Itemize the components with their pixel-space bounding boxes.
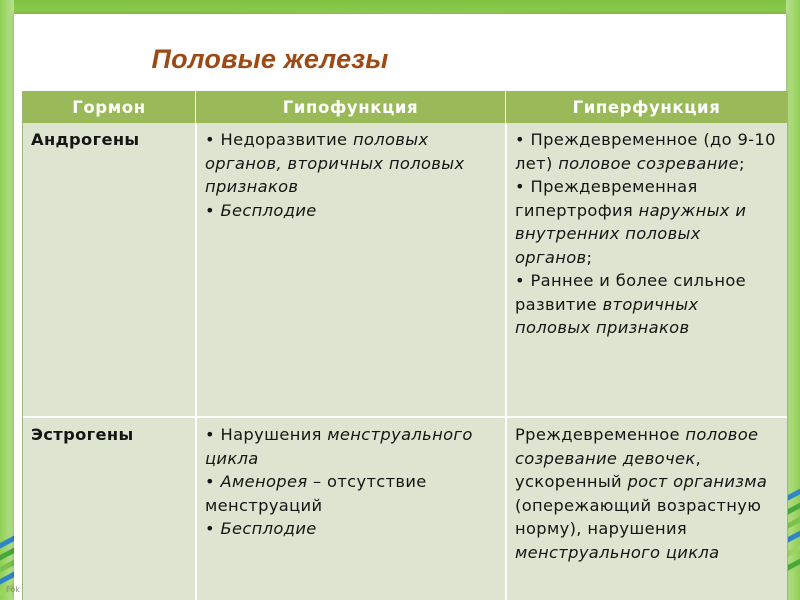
cell-hormone: Эстрогены: [31, 425, 134, 444]
text-run: (опережающий возрастную норму), нарушения: [515, 495, 762, 538]
bullet-mark: •: [205, 130, 215, 149]
slide-title: Половые железы: [151, 44, 389, 74]
cell-hypofunction: [195, 418, 505, 600]
italic-text: Бесплодие: [214, 200, 317, 220]
text-run: ;: [738, 153, 745, 173]
header-hormone: Гормон: [72, 97, 146, 117]
cell-paragraph: [205, 199, 497, 223]
footer-watermark: Fok: [6, 585, 20, 594]
cell-paragraph: [205, 470, 497, 517]
table-header-row: [23, 91, 787, 123]
italic-text: Бесплодие: [214, 519, 317, 538]
left-decorative-strip: [0, 0, 14, 600]
italic-text: менструального цикла: [515, 542, 720, 562]
table-row: [23, 123, 787, 418]
bullet-mark: •: [515, 130, 525, 149]
cell-paragraph: [205, 128, 497, 199]
italic-text: половое созревание девочек: [515, 425, 759, 468]
bullet-mark: •: [515, 271, 525, 290]
text-run: Преждевременная гипертрофия: [515, 177, 698, 220]
text-run: ;: [586, 247, 593, 267]
cell-paragraph: [515, 269, 779, 340]
bullet-mark: •: [205, 519, 215, 538]
header-hyperfunction: Гиперфункция: [505, 91, 787, 123]
text-run: Раннее и более сильное развитие: [515, 271, 747, 314]
bullet-mark: •: [205, 472, 215, 491]
text-run: Нарушения: [214, 425, 328, 444]
italic-text: рост организма: [627, 472, 768, 491]
italic-text: половое созревание: [558, 153, 739, 173]
cell-paragraph: [205, 423, 497, 470]
italic-text: Аменорея: [214, 472, 308, 491]
cell-paragraph: [205, 517, 497, 541]
bullet-mark: •: [205, 200, 215, 220]
cell-paragraph: [515, 423, 779, 564]
cell-hyperfunction: [505, 123, 787, 416]
cell-hyperfunction: [505, 418, 787, 600]
text-run: – отсутствие менструаций: [205, 472, 427, 515]
cell-paragraph: [515, 128, 779, 175]
bullet-mark: •: [515, 177, 525, 196]
text-run: Преждевременное (до 9-10 лет): [515, 130, 776, 173]
header-hypofunction: Гипофункция: [195, 91, 505, 123]
cell-hypofunction: [195, 123, 505, 416]
italic-text: вторичных половых признаков: [515, 294, 699, 337]
table-row: [23, 418, 787, 600]
bullet-mark: •: [205, 425, 215, 444]
hormone-table: [22, 91, 788, 600]
text-run: Недоразвитие: [214, 130, 353, 149]
cell-paragraph: [515, 175, 779, 269]
italic-text: наружных и внутренних половых органов: [515, 200, 747, 267]
cell-hormone: Андрогены: [31, 130, 140, 149]
italic-text: менструального цикла: [205, 425, 473, 468]
italic-text: половых органов, вторичных половых признаков: [205, 130, 465, 196]
text-run: , ускоренный: [515, 448, 702, 491]
text-run: Рреждевременное: [515, 425, 686, 444]
